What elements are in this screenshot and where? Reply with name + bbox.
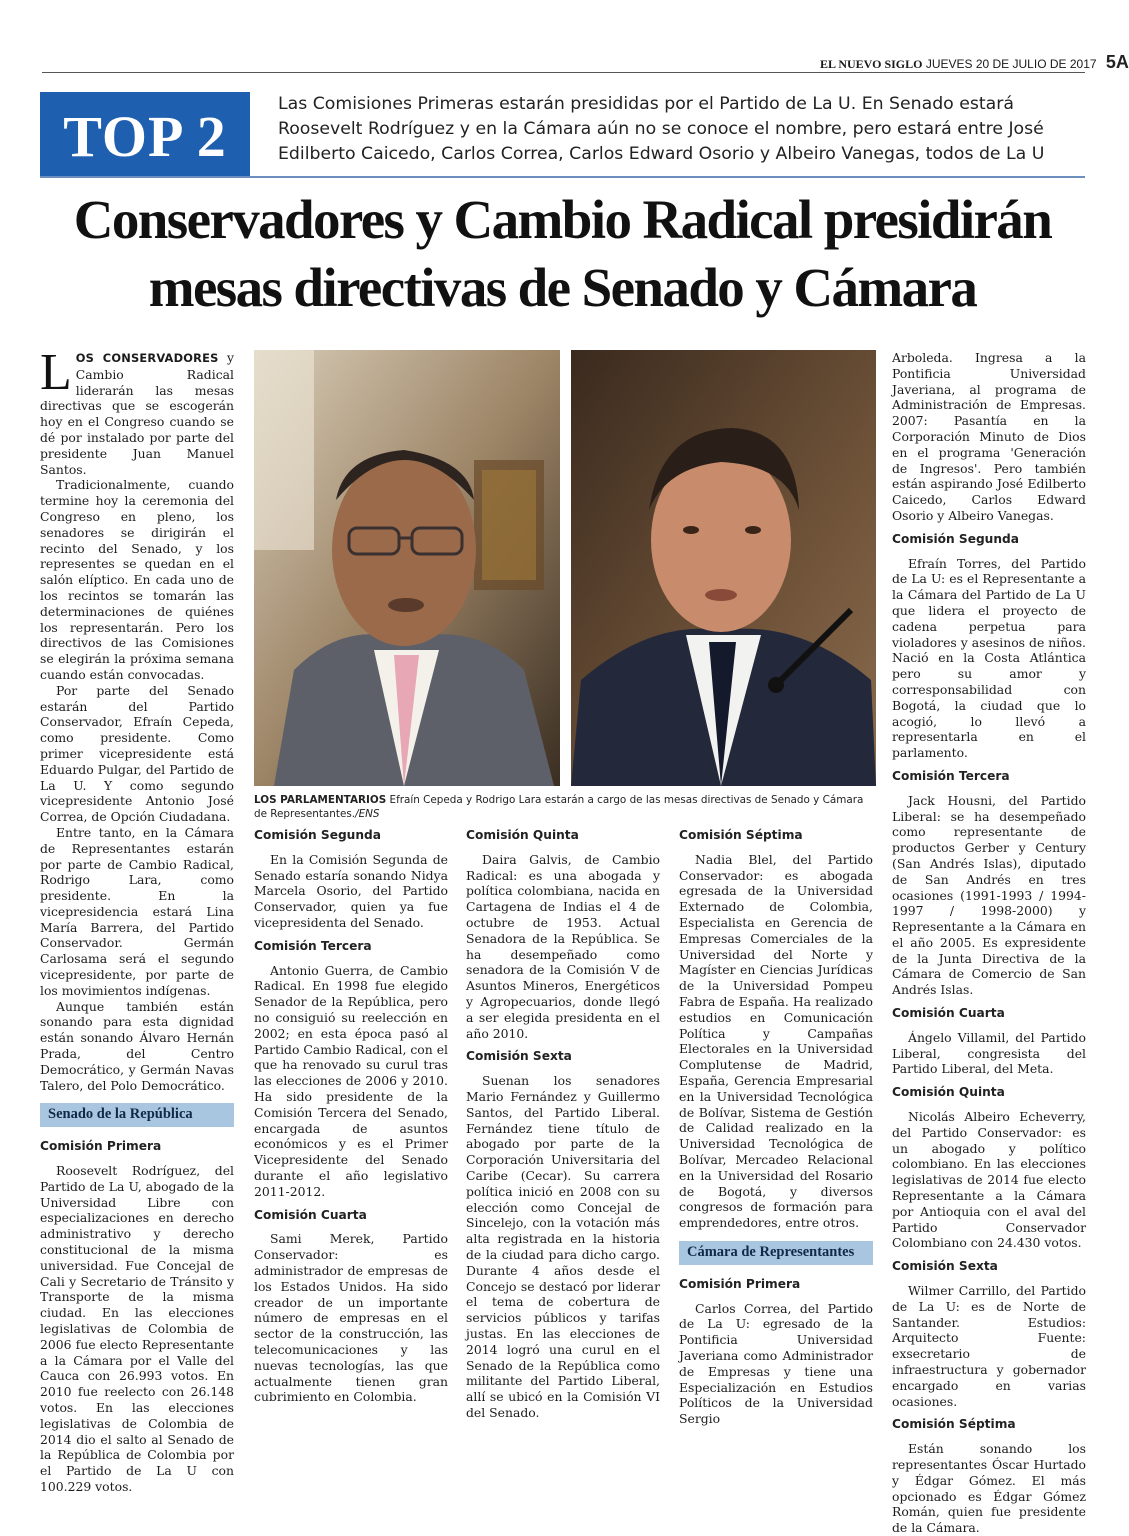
caption-lead: LOS PARLAMENTARIOS xyxy=(254,794,387,806)
column-4 xyxy=(679,828,873,1427)
subhead: Comisión Sexta xyxy=(466,1049,572,1064)
headline xyxy=(40,186,1085,322)
subhead: Comisión Quinta xyxy=(892,1085,1005,1100)
paragraph: Aunque también están sonando para esta dignidad están sonando Álvaro Hernán Prada, del Centro Democrático, y Germán Navas Talero, del Polo Democrático. xyxy=(40,998,234,1093)
column-5 xyxy=(892,350,1086,1536)
top-label-box xyxy=(40,92,250,176)
top-deck-rule xyxy=(40,176,1085,178)
subhead: Comisión Cuarta xyxy=(892,1006,1005,1021)
subhead: Comisión Tercera xyxy=(254,938,372,953)
paragraph: Arboleda. Ingresa a la Pontificia Universidad Javeriana, al programa de Administración de Empresas. 2007: Pasantía en la Corporación Minuto de Dios en el programa 'Generación de Ingresos'. Pero también están aspirando José Edilberto Caicedo, Carlos Edward Osorio y Albeiro Vanegas. xyxy=(892,350,1086,523)
top-deck-text: Las Comisiones Primeras estarán presididas por el Partido de La U. En Senado estará Roosevelt Rodríguez y en la Cámara aún no se conoce el nombre, pero estará entre José Edilberto Caicedo, Carlos Correa, Carlos Edward Osorio y Albeiro Vanegas, todos de La U xyxy=(278,94,1045,164)
paragraph: En la Comisión Segunda de Senado estaría sonando Nidya Marcela Osorio, del Partido Conservador, quien ya fue vicepresidenta del Senado. xyxy=(254,851,448,930)
subhead: Comisión Segunda xyxy=(892,531,1019,546)
paragraph: Roosevelt Rodríguez, del Partido de La U, abogado de la Universidad Libre con especializaciones en derecho administrativo y derecho constitucional de la misma universidad. Fue Concejal de Cali y Secretario de Tránsito y Transporte de la misma ciudad. En las elecciones legislativas de Colombia de 2006 fue electo Representante a la Cámara por el Valle del Cauca con 26.993 votos. En 2010 fue reelecto con 26.148 votos. En las elecciones legislativas de Colombia de 2014 dio el salto al Senado de la República de Colombia por el Partido de La U con 100.229 votos. xyxy=(40,1163,234,1494)
paragraph: Por parte del Senado estarán del Partido Conservador, Efraín Cepeda, como presidente. Como primer vicepresidente está Eduardo Pulgar, del Partido de La U. Y como segundo vicepresidente Antonio José Correa, de Opción Ciudadana. xyxy=(40,682,234,825)
paragraph: Tradicionalmente, cuando termine hoy la ceremonia del Congreso en pleno, los senadores se dirigirán el recinto del Senado, y los representes se quedan en el salón elíptico. En cada uno de los recintos se tomarán las determinaciones de quiénes los representarán. Pero los directivos de las Comisiones se elegirán la próxima semana cuando están convocadas. xyxy=(40,477,234,682)
top-label: TOP 2 xyxy=(63,103,227,169)
paragraph: Carlos Correa, del Partido de La U: egresado de la Pontificia Universidad Javeriana como Administrador de Empresas y tiene una Especialización en Estudios Políticos de la Universidad Sergio xyxy=(679,1300,873,1427)
paragraph: Ángelo Villamil, del Partido Liberal, congresista del Partido Liberal, del Meta. xyxy=(892,1029,1086,1077)
photo-rodrigo-lara xyxy=(571,350,876,786)
photo-efrain-cepeda xyxy=(254,350,560,786)
drop-cap: L xyxy=(40,344,72,401)
issue-date: JUEVES 20 DE JULIO DE 2017 xyxy=(925,57,1097,71)
subhead: Comisión Quinta xyxy=(466,828,579,842)
paragraph: Wilmer Carrillo, del Partido de La U: es de Norte de Santander. Estudios: Arquitecto Fuente: exsecretario de infraestructura y gobernador encargado en varias ocasiones. xyxy=(892,1283,1086,1409)
subhead: Comisión Primera xyxy=(679,1276,801,1291)
lead-text: y Cambio Radical liderarán las mesas directivas que se escogerán hoy en el Congreso cuando se dé por instalado por parte del presidente Juan Manuel Santos. xyxy=(40,350,234,477)
paragraph: Nicolás Albeiro Echeverry, del Partido Conservador: es un abogado y político colombiano. En las elecciones legislativas de 2014 fue electo Representante a la Cámara por Antioquia con el aval del Partido Conservador Colombiano con 24.430 votos. xyxy=(892,1109,1086,1251)
page-folio xyxy=(820,52,1129,73)
column-2 xyxy=(254,828,448,1405)
paragraph: Sami Merek, Partido Conservador: es administrador de empresas de los Estados Unidos. Ha sido creador de un importante número de empresas en el sector de la construcción, las telecomunicaciones y las nuevas tecnologías, las que actualmente tienen gran cubrimiento en Colombia. xyxy=(254,1231,448,1405)
section-header-camara: Cámara de Representantes xyxy=(679,1241,873,1265)
caption-text: Efraín Cepeda y Rodrigo Lara estarán a cargo de las mesas directivas de Senado y Cámara de Representantes. xyxy=(254,794,864,820)
caption-credit: /ENS xyxy=(355,808,380,820)
newspaper-name: EL NUEVO SIGLO xyxy=(820,57,923,71)
subhead: Comisión Segunda xyxy=(254,828,381,842)
paragraph: Están sonando los representantes Óscar Hurtado y Édgar Gómez. El más opcionado es Édgar Gómez Román, quien fue presidente de la Cámara. xyxy=(892,1441,1086,1536)
paragraph: Nadia Blel, del Partido Conservador: es abogada egresada de la Universidad Externado de Colombia, Especialista en Gerencia de Empresas Comerciales de la Universidad del Norte y Magíster en Ciencias Jurídicas de la Universidad Pompeu Fabra de España. Ha realizado estudios en Comunicación Política y Campañas Electorales en la Universidad Complutense de Madrid, España, Gerencia Empresarial en la Universidad Tecnológica de Bolívar, Sistema de Gestión de Calidad realizado en la Universidad Tecnológica de Bolívar, Mercadeo Relacional en la Universidad del Rosario de Bogotá, y diversos congresos de formación para emprendedores, entre otros. xyxy=(679,851,873,1231)
lead-caps: OS CONSERVADORES xyxy=(75,351,219,365)
subhead: Comisión Tercera xyxy=(892,768,1010,783)
headline-line-2: mesas directivas de Senado y Cámara xyxy=(148,257,977,318)
page-number: 5A xyxy=(1105,52,1129,72)
photo-caption xyxy=(254,793,876,821)
portrait-illustration xyxy=(254,350,560,786)
section-header-senado: Senado de la República xyxy=(40,1103,234,1127)
subhead: Comisión Sexta xyxy=(892,1259,998,1274)
paragraph: Jack Housni, del Partido Liberal: se ha desempeñado como representante de productos Gerber y Century (San Andrés Islas), diputado de San Andrés en tres ocasiones (1991-1993 / 1994-1997 / 1998-2000) y Representante a la Cámara en el año 2005. Es expresidente de la Junta Directiva de la Cámara de Comercio de San Andrés Islas. xyxy=(892,792,1086,998)
paragraph: Efraín Torres, del Partido de La U: es el Representante a la Cámara del Partido de La U que lidera el proyecto de cadena perpetua para violadores y asesinos de niños. Nació en la Costa Atlántica pero su amor y corresponsabilidad con Bogotá, la ciudad que lo acogió, lo llevó a representarla en el parlamento. xyxy=(892,555,1086,761)
lead-paragraph xyxy=(40,344,234,477)
subhead: Comisión Séptima xyxy=(892,1417,1016,1432)
paragraph: Entre tanto, en la Cámara de Representantes estarán por parte de Cambio Radical, Rodrigo Lara, como presidente. En la vicepresidencia estará Lina María Barrera, del Partido Conservador. Germán Carlosama será el segundo vicepresidente, por parte de los movimientos indígenas. xyxy=(40,824,234,998)
subhead: Comisión Séptima xyxy=(679,828,803,842)
paragraph: Daira Galvis, de Cambio Radical: es una abogada y política colombiana, nacida en Cartagena de Indias el 4 de octubre de 1953. Actual Senadora de la República. Se ha desempeñado como senadora de la Comisión V de Asuntos Mineros, Energéticos y Agropecuarios, donde llegó a ser elegida presidenta en el año 2010. xyxy=(466,851,660,1041)
column-3 xyxy=(466,828,660,1421)
column-1 xyxy=(40,344,234,1495)
header-rule xyxy=(42,72,1085,73)
subhead: Comisión Cuarta xyxy=(254,1207,367,1222)
headline-line-1: Conservadores y Cambio Radical presidirán xyxy=(73,189,1052,250)
paragraph: Suenan los senadores Mario Fernández y Guillermo Santos, del Partido Liberal. Fernández tiene título de abogado por parte de la Corporación Universitaria del Caribe (Cecar). Su carrera política inició en 2008 con su elección como Concejal de Sincelejo, con la votación más alta registrada en la historia de la ciudad para dicho cargo. Durante 4 años desde el Concejo se destacó por liderar el tema de cobertura de servicios públicos y tarifas justas. En las elecciones de 2014 logró una curul en el Senado de la República como militante del Partido Liberal, allí se ubicó en la Comisión VI del Senado. xyxy=(466,1073,660,1420)
portrait-illustration xyxy=(571,350,876,786)
paragraph: Antonio Guerra, de Cambio Radical. En 1998 fue elegido Senador de la República, pero no consiguió su reelección en 2002; en esta época pasó al Partido Cambio Radical, con el que ha renovado su curul tras las elecciones de 2006 y 2010. Ha sido presidente de la Comisión Tercera del Senado, encargada de asuntos económicos y es el Primer Vicepresidente del Senado durante el año legislativo 2011-2012. xyxy=(254,962,448,1199)
subhead: Comisión Primera xyxy=(40,1139,162,1154)
